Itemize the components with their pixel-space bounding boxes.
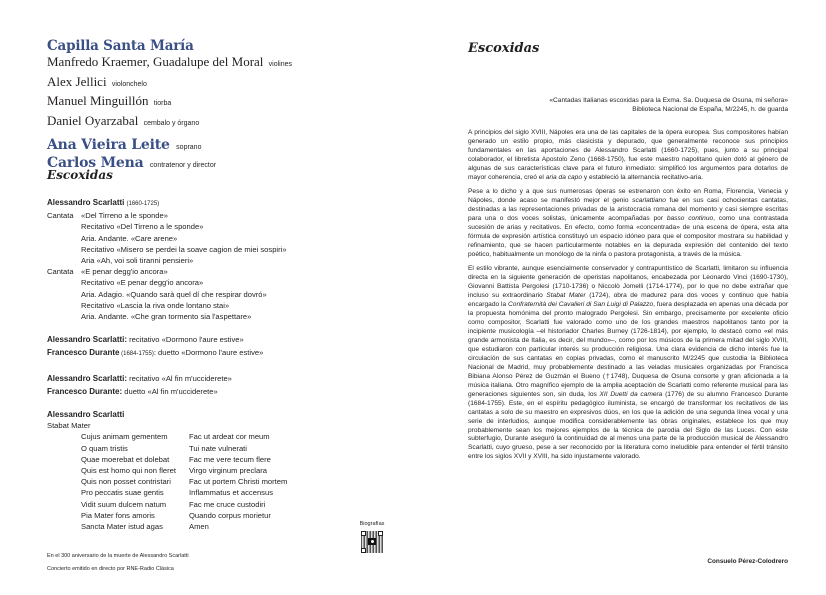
work-title: : duetto «Dormono l'aure estive» <box>153 348 264 358</box>
work-title: duetto «Al fin m'ucciderete» <box>122 386 218 396</box>
soloist-role: soprano <box>176 144 202 151</box>
program-block-al-fin <box>47 373 387 397</box>
program-block-dormono <box>47 334 387 360</box>
right-page <box>413 0 826 595</box>
cantata-title: «E penar degg'io ancora» <box>81 267 168 277</box>
member-role: violines <box>268 61 293 68</box>
work-title: Stabat Mater <box>47 421 91 431</box>
biographies-qr[interactable] <box>352 520 392 553</box>
qr-label: Biografías <box>359 521 385 527</box>
work-title: recitativo «Al fin m'ucciderete» <box>127 373 232 383</box>
soloists <box>47 136 387 172</box>
soloist-name: Carlos Mena <box>47 155 144 171</box>
qr-code-icon[interactable] <box>361 531 383 553</box>
movement: Recitativo «Del Tirreno a le sponde» <box>81 222 204 232</box>
composer-dates: (1684-1755) <box>119 351 154 358</box>
member-row <box>47 54 387 74</box>
movement: Pro peccatis suae gentis <box>81 488 164 498</box>
stabat-movements <box>47 431 387 532</box>
movement: Quando corpus morietur <box>189 510 271 520</box>
composer-name: Alessandro Scarlatti: <box>47 335 128 345</box>
essay-paragraph: Pese a lo dicho y a que sus numerosas óperas se estrenaron con éxito en Roma, Florencia, Venecia y Nápoles, donde acaso se manifestó mejor el genio scarlattiano fue en sus casi ochocientas cantatas, destinadas a las representaciones privadas de la aristocracia romana del momento y casi siempre escritas para una o dos voces solistas, únicamente acompañadas por basso continuo, como una contrastada sucesión de arias y recitativos. En efecto, como forma «concentrada» de una escena de ópera, esta alta fórmula de expresión artística constituyó un espacio idóneo para que el compositor mostrara su habilidad y refinamiento, que se hacen particularmente notables en la depurada expresión del contenido del texto poético, habitualmente un monólogo de la ninfa o pastora protagonista, a través de la música. <box>468 188 788 258</box>
movement: Fac ut ardeat cor meum <box>189 432 270 442</box>
movement: Recitativo «Lascia la riva onde lontano stai» <box>81 300 230 310</box>
work-type-label: Cantata <box>47 267 74 277</box>
cantata-heading <box>47 266 387 277</box>
movement: Amen <box>189 522 209 532</box>
movement: Fac me cruce custodiri <box>189 499 266 509</box>
movement: Quae moerebat et dolebat <box>81 454 170 464</box>
movement: Tui nate vulnerati <box>189 443 247 453</box>
broadcast-note: Concierto emitido en directo por RNE-Radio Clásica <box>47 566 174 572</box>
composer-name: Francesco Durante <box>47 348 120 358</box>
composer-name: Alessandro Scarlatti <box>47 410 125 420</box>
movement: Inflammatus et accensus <box>189 488 273 498</box>
movement-column-2 <box>189 431 339 532</box>
essay-paragraph: El estilo vibrante, aunque esencialmente conservador y contrapuntístico de Scarlatti, limitaron su influencia directa en la siguiente generación de operistas napolitanos, encabezada por Leonardo Vinci (1690-1730), Giovanni Battista Pergolesi (1710-1736) o Niccolò Jomelli (1714-1774), por lo que no debe extrañar que incluso su extraordinario Stabat Mater (1724), obra de madurez para dos voces y continuo que había encargado la Confraternità dei Cavalieri di San Luigi di Palazzo, fuera desplazada en apenas una década por la propuesta homónima del pronto malogrado Pergolesi. Sin embargo, precisamente por excelente oficio como compositor, Scarlatti fue valorado como uno de los grandes maestros napolitanos tanto por la incipiente musicología –el historiador Charles Burney (1726-1814), por ejemplo, lo destacó como «el más grande armonista de Italia, es decir, del mundo»–, como por los músicos de la primera mitad del siglo XVIII, que estudiaron con particular interés su producción religiosa. Una clara evidencia de dicho interés fue la circulación de sus cantatas en copias privadas, como el manuscrito M/2245 que custodia la Biblioteca Nacional de Madrid, muy probablemente destinado a las veladas musicales organizadas por Francisca Bibiana Alonso Pérez de Guzmán el Bueno (†1748), Duquesa de Osuna consorte y gran aficionada a la música italiana. Otro magnífico ejemplo de la amplia aceptación de Scarlatti como referente musical para las generaciones siguientes son, sin duda, los XII Duetti da camera (1776) de su alumno Francesco Durante (1684-1755). Este, en el espíritu pedagógico iluminista, se encargó de transformar los recitativos de las cantatas a solo de su maestro en expresivos dúos, en los que la adición de una segunda línea vocal y una serie de interludios, aunque modifica considerablemente las obras originales, establece los que muy probablemente sean los mejores ejemplos de la técnica de parodia del Siglo de las Luces. Con este subterfugio, Durante aseguró la continuidad de al menos una parte de la producción musical de Alessandro Scarlatti, cuyo grueso, pese a ser reconocido por la literatura como ineludible para entender el fértil tránsito entre los siglos XVII y XVIII, ha sido injustamente valorado. <box>468 265 789 461</box>
program-block-stabat-mater <box>47 409 387 532</box>
movement: Cujus animam gementem <box>81 432 168 442</box>
cantata-title: «Del Tirreno a le sponde» <box>81 211 168 221</box>
movement: Virgo virginum preclara <box>189 466 267 476</box>
movement: Recitativo «Misero se perdei la soave cagion de miei sospiri» <box>81 244 287 254</box>
source-title: «Cantadas Italianas escoxidas para la Exma. Sa. Duquesa de Osuna, mi señora» <box>549 97 788 104</box>
movement: Sancta Mater istud agas <box>81 522 163 532</box>
movement: Aria. Adagio. «Quando sarà quel dí che respirar dovró» <box>81 289 267 299</box>
member-name: Daniel Oyarzabal <box>47 112 139 128</box>
performer-credits <box>47 38 387 172</box>
member-role: violonchelo <box>111 80 147 88</box>
member-role: cembalo y órgano <box>143 119 200 127</box>
member-row <box>47 74 387 94</box>
essay-title: Escoxidas <box>468 41 540 56</box>
movement-column-1 <box>81 431 189 532</box>
program-block-scarlatti-cantatas <box>47 197 387 322</box>
member-name: Alex Jellici <box>47 73 107 89</box>
movement: Fac me vere tecum flere <box>189 454 271 464</box>
source-citation <box>468 97 788 114</box>
movement: Quis est homo qui non fleret <box>81 466 176 476</box>
movement: Vidit suum dulcem natum <box>81 499 167 509</box>
composer-name: Francesco Durante: <box>47 386 123 396</box>
soloist-name: Ana Vieira Leite <box>47 137 170 153</box>
composer-name: Alessandro Scarlatti <box>47 198 125 207</box>
cantata-heading <box>47 210 387 221</box>
source-library: Biblioteca Nacional de España, M/2245, h. de guarda <box>632 105 788 113</box>
program-list <box>47 197 387 532</box>
member-row <box>47 93 387 113</box>
member-name: Manuel Minguillón <box>47 93 149 108</box>
essay-author: Consuelo Pérez-Colodrero <box>707 558 788 565</box>
ensemble-name: Capilla Santa María <box>47 38 194 54</box>
movement: Aria. Andante. «Che gran tormento sia l'aspettare» <box>81 312 252 322</box>
member-role: tiorba <box>153 100 172 107</box>
movement: O quam tristis <box>81 443 128 453</box>
soloist-row <box>47 136 387 154</box>
essay-paragraph: A principios del siglo XVIII, Nápoles era una de las capitales de la ópera europea. Sus compositores habían generado un estilo propio, más clasicista y depurado, que generalmente reconoce sus principios fundamentales en las aportaciones de Alessandro Scarlatti (1660-1725), pues, junto a su principal colaborador, el libretista Apostolo Zeno (1668-1750), fue este maestro napolitano quien dotó al género de algunas de sus características clave para el futuro inmediato: simplificó los argumentos para dotarlos de mayor coherencia, creó el aria da capo y estableció la alternancia recitativo-aria. <box>468 129 788 181</box>
work-title: recitativo «Dormono l'aure estive» <box>127 335 244 345</box>
essay-body <box>468 129 788 468</box>
member-name: Manfredo Kraemer, Guadalupe del Moral <box>47 54 264 69</box>
anniversary-note: En el 300 aniversario de la muerte de Alessandro Scarlatti <box>47 553 189 559</box>
footnotes <box>47 550 189 576</box>
movement: Pia Mater fons amoris <box>81 510 155 520</box>
composer-dates: (1660-1725) <box>126 201 160 207</box>
composer-name: Alessandro Scarlatti: <box>47 373 128 383</box>
movement: Quis non posset contristari <box>81 477 171 487</box>
movement: Aria «Ah, voi soli tiranni pensieri» <box>81 256 194 266</box>
program-title: Escoxidas <box>47 168 113 182</box>
movement: Recitativo «E penar degg'io ancora» <box>81 278 204 288</box>
movement: Fac ut portem Christi mortem <box>189 477 288 487</box>
member-row <box>47 113 387 133</box>
movement: Aria. Andante. «Care arene» <box>81 233 178 243</box>
soloist-role: contratenor y director <box>149 162 217 169</box>
work-type-label: Cantata <box>47 211 74 221</box>
